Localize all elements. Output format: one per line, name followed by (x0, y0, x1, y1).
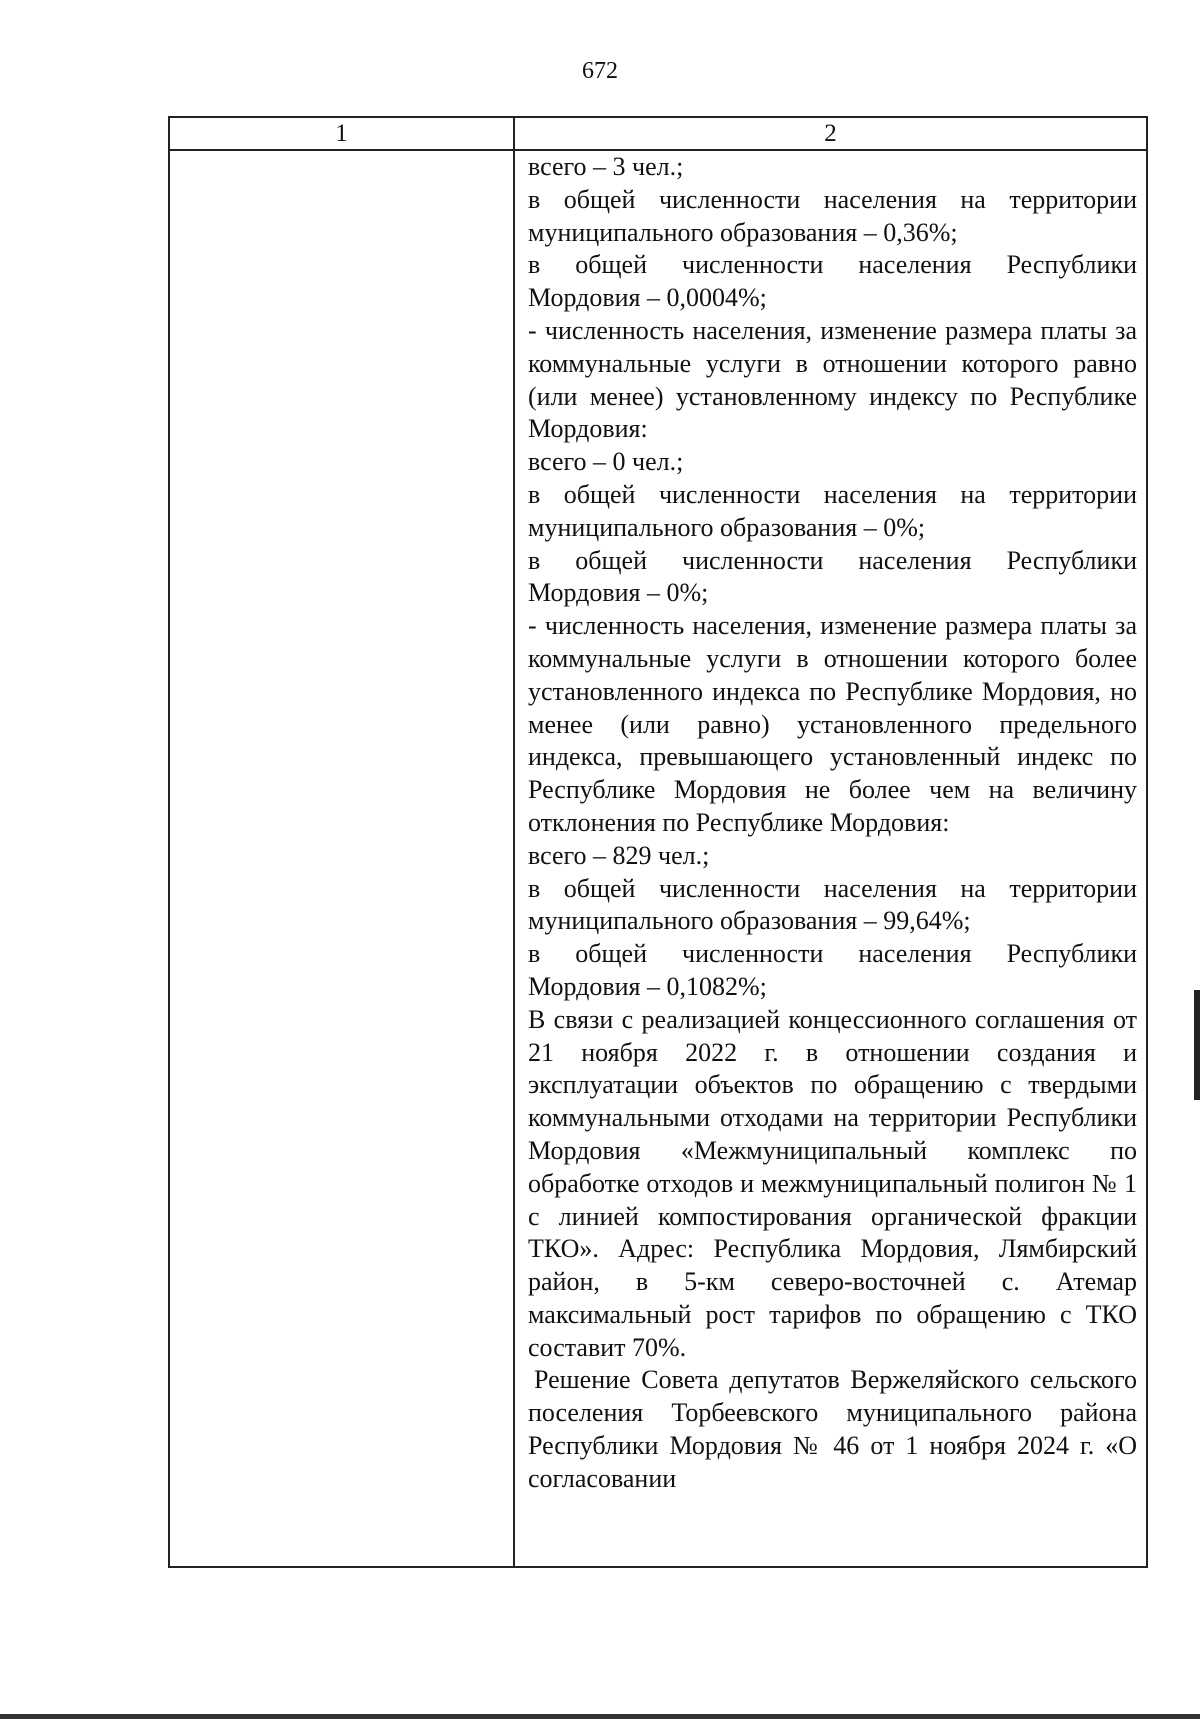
paragraph: в общей численности населения Республики Мордовия – 0%; (528, 545, 1137, 608)
paragraph: В связи с реализацией концессионного соглашения от 21 ноября 2022 г. в отношении создания и эксплуатации объектов по обращению с твердыми коммунальными отходами на территории Республики Мордовия «Межмуниципальный комплекс по обработке отходов и межмуниципальный полигон № 1 с линией компостирования органической фракции ТКО». Адрес: Республика Мордовия, Лямбирский район, в 5-км северо-восточней с. Атемар максимальный рост тарифов по обращению с ТКО составит 70%. (528, 1004, 1137, 1362)
paragraph: в общей численности населения на территории муниципального образования – 0,36%; (528, 184, 1137, 247)
document-table (168, 116, 1148, 1568)
column-header-1: 1 (335, 120, 348, 147)
table-header-row (170, 118, 1146, 151)
page-number: 672 (582, 58, 618, 84)
column-2-cell (528, 151, 1137, 1496)
scan-edge-mark (1194, 990, 1200, 1100)
paragraph: в общей численности населения Республики Мордовия – 0,1082%; (528, 939, 1137, 1001)
scan-bottom-edge (0, 1714, 1200, 1719)
paragraph: - численность населения, изменение размера платы за коммунальные услуги в отношении которого равно (или менее) установленному индексу по Республике Мордовия: (528, 315, 1137, 444)
paragraph: всего – 3 чел.; (528, 152, 684, 181)
paragraph: Решение Совета депутатов Вержеляйского сельского поселения Торбеевского муниципального района Республики Мордовия № 46 от 1 ноября 2024 г. «О согласовании (528, 1365, 1137, 1493)
paragraph: - численность населения, изменение размера платы за коммунальные услуги в отношении которого более установленного индекса по Республике Мордовия, но менее (или равно) установленного предельного индекса, превышающего установленный индекс по Республике Мордовия не более чем на величину отклонения по Республике Мордовия: (528, 611, 1137, 837)
paragraph: в общей численности населения Республики Мордовия – 0,0004%; (528, 250, 1137, 313)
column-divider (513, 118, 515, 1566)
column-header-2: 2 (824, 120, 837, 147)
paragraph: в общей численности населения на территории муниципального образования – 99,64%; (528, 873, 1137, 936)
paragraph: всего – 829 чел.; (528, 840, 710, 870)
paragraph: всего – 0 чел.; (528, 447, 684, 477)
paragraph: в общей численности населения на территории муниципального образования – 0%; (528, 479, 1137, 542)
